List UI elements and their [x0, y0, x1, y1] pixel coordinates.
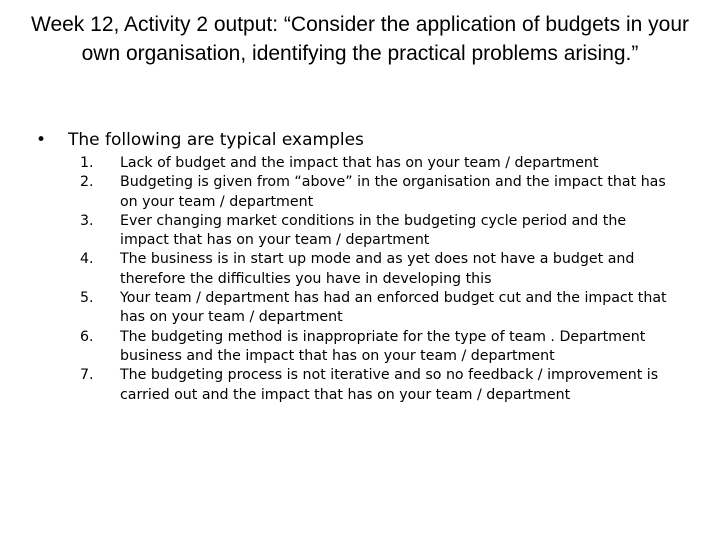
- list-item-text: Ever changing market conditions in the budgeting cycle period and the impact that has on your team / department: [120, 212, 627, 249]
- list-item: [72, 328, 672, 367]
- list-item: [72, 212, 672, 251]
- slide-title: Week 12, Activity 2 output: “Consider the application of budgets in your own organisation, identifying the practical problems arising.”: [31, 13, 689, 65]
- list-item: [72, 173, 672, 212]
- list-item-text: Your team / department has had an enforced budget cut and the impact that has on your team / department: [120, 290, 667, 326]
- list-item-number: 5.: [80, 290, 94, 307]
- list-item-text: Budgeting is given from “above” in the organisation and the impact that has on your team / department: [120, 174, 666, 210]
- list-item-number: 6.: [80, 328, 94, 345]
- list-item: [72, 366, 672, 405]
- list-item-number: 1.: [80, 155, 94, 171]
- bullet-symbol: •: [36, 130, 47, 150]
- list-item-text: The business is in start up mode and as yet does not have a budget and therefore the difficulties you have in developing this: [120, 251, 635, 287]
- list-item-text: The budgeting process is not iterative and so no feedback / improvement is carried out and the impact that has on your team / department: [120, 367, 659, 403]
- list-item-text: Lack of budget and the impact that has on your team / department: [120, 155, 599, 171]
- list-item: [72, 154, 672, 173]
- list-item-number: 3.: [80, 212, 94, 229]
- bullet-item: [36, 128, 364, 152]
- list-item: [72, 289, 672, 328]
- list-item-number: 7.: [80, 367, 94, 384]
- list-item-text: The budgeting method is inappropriate for the type of team . Department business and the impact that has on your team / department: [120, 328, 646, 364]
- list-item: [72, 250, 672, 289]
- numbered-list: [72, 154, 672, 405]
- bullet-text: The following are typical examples: [68, 130, 364, 150]
- list-item-number: 4.: [80, 251, 94, 268]
- list-item-number: 2.: [80, 174, 94, 191]
